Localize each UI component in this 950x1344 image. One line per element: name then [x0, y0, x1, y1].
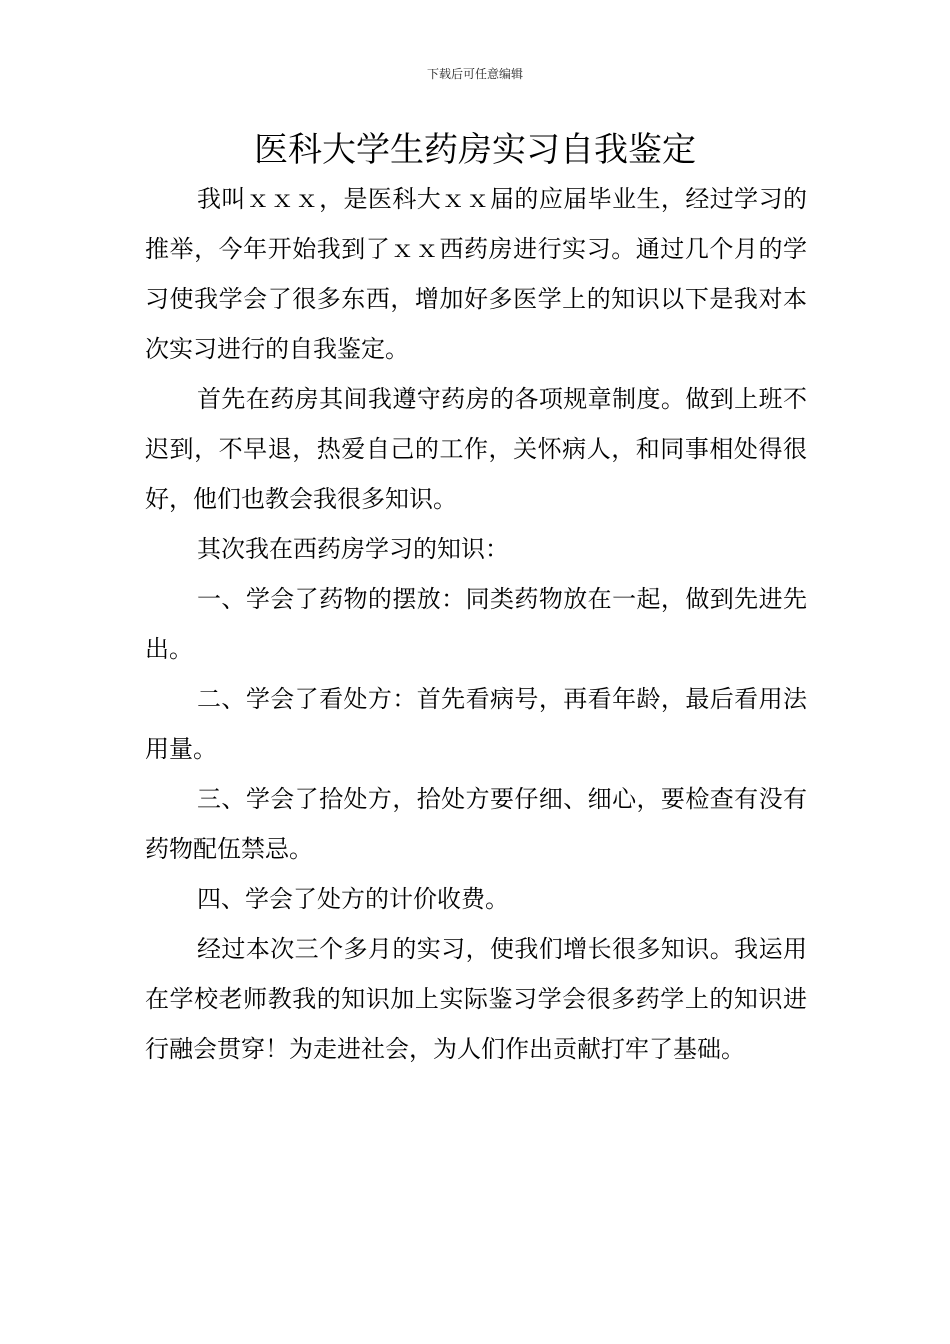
paragraph-item-3: 三、学会了拾处方，拾处方要仔细、细心，要检查有没有药物配伍禁忌。 [145, 785, 807, 863]
document-body [145, 174, 807, 1074]
document-title: 医科大学生药房实习自我鉴定 [254, 130, 696, 170]
paragraph-item-2: 二、学会了看处方：首先看病号，再看年龄，最后看用法用量。 [145, 685, 807, 763]
paragraph-conclusion: 经过本次三个多月的实习，使我们增长很多知识。我运用在学校老师教我的知识加上实际鉴习学会很多药学上的知识进行融会贯穿！为走进社会，为人们作出贡献打牢了基础。 [145, 935, 807, 1063]
header-note: 下载后可任意编辑 [426, 67, 523, 81]
paragraph-item-1: 一、学会了药物的摆放：同类药物放在一起，做到先进先出。 [145, 585, 807, 663]
paragraph-knowledge-intro: 其次我在西药房学习的知识： [197, 535, 509, 563]
paragraph-item-4: 四、学会了处方的计价收费。 [197, 885, 509, 913]
paragraph-intro: 我叫ｘｘｘ，是医科大ｘｘ届的应届毕业生，经过学习的推举，今年开始我到了ｘｘ西药房进行实习。通过几个月的学习使我学会了很多东西，增加好多医学上的知识以下是我对本次实习进行的自我鉴定。 [145, 185, 807, 363]
paragraph-discipline: 首先在药房其间我遵守药房的各项规章制度。做到上班不迟到，不早退，热爱自己的工作，关怀病人，和同事相处得很好，他们也教会我很多知识。 [145, 385, 807, 513]
